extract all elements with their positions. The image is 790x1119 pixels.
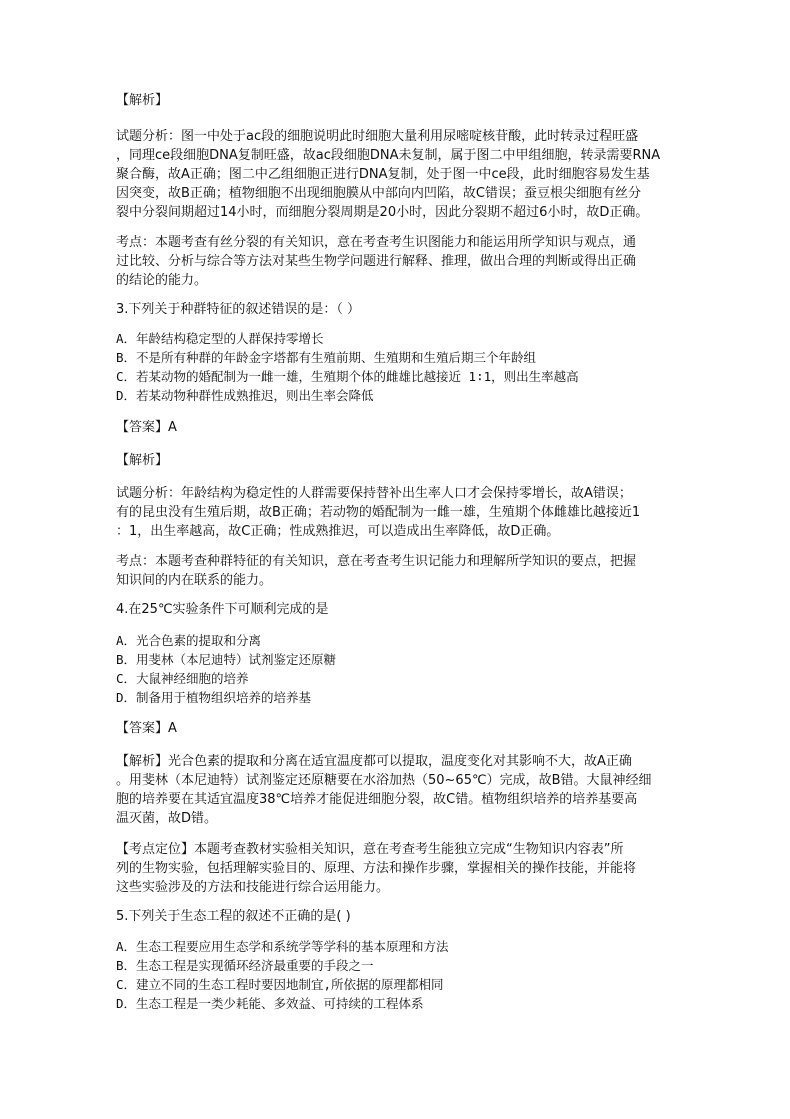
q2-kaodian-line: 的结论的能力。: [116, 273, 208, 288]
q5-question: 5.下列关于生态工程的叙述不正确的是( ): [116, 909, 351, 924]
q2-analysis-line: ，同理ce段细胞DNA复制旺盛，故ac段细胞DNA未复制，属于图二中甲组细胞，转录需要RNA: [116, 148, 661, 163]
q3-option: C．若某动物的婚配制为一雌一雄，生殖期个体的雌雄比越接近 1∶1，则出生率越高: [116, 369, 579, 384]
q3-analysis-line: 试题分析：年龄结构为稳定性的人群需要保持替补出生率人口才会保持零增长，故A错误；: [116, 486, 632, 501]
q2-kaodian-line: 考点：本题考查有丝分裂的有关知识，意在考查考生识图能力和能运用所学知识与观点，通: [116, 235, 637, 250]
q2-analysis-tag: 【解析】: [116, 93, 169, 108]
q4-analysis-line: 胞的培养要在其适宜温度38℃培养才能促进细胞分裂，故C错。植物组织培养的培养基要高: [116, 792, 638, 807]
q4-analysis-line: 温灭菌，故D错。: [116, 811, 218, 826]
q4-option: C．大鼠神经细胞的培养: [116, 671, 249, 686]
q4-analysis-line: 。用斐林（本尼迪特）试剂鉴定还原糖要在水浴加热（50~65℃）完成，故B错。大鼠神经细: [116, 773, 652, 788]
q4-answer: 【答案】A: [116, 721, 177, 736]
q3-option: D．若某动物种群性成熟推迟，则出生率会降低: [116, 388, 374, 403]
q5-option: C．建立不同的生态工程时要因地制宜,所依据的原理都相同: [116, 977, 444, 992]
q4-option: A．光合色素的提取和分离: [116, 633, 262, 648]
q5-option: D．生态工程是一类少耗能、多效益、可持续的工程体系: [116, 996, 424, 1011]
q4-kaodian-line: 这些实验涉及的方法和技能进行综合运用能力。: [116, 880, 390, 895]
q4-option: D．制备用于植物组织培养的培养基: [116, 690, 312, 705]
q3-analysis-line: 有的昆虫没有生殖后期，故B正确；若动物的婚配制为一雌一雄，生殖期个体雌雄比越接近1: [116, 505, 641, 520]
q3-option: B．不是所有种群的年龄金字塔都有生殖前期、生殖期和生殖后期三个年龄组: [116, 350, 537, 365]
q5-option: A．生态工程要应用生态学和系统学等学科的基本原理和方法: [116, 939, 449, 954]
q3-answer: 【答案】A: [116, 420, 177, 435]
q2-analysis-line: 试题分析：图一中处于ac段的细胞说明此时细胞大量利用尿嘧啶核苷酸，此时转录过程旺盛: [116, 129, 639, 144]
q3-kaodian-line: 考点：本题考查种群特征的有关知识，意在考查考生识记能力和理解所学知识的要点，把握: [116, 554, 637, 569]
q2-kaodian-line: 过比较、分析与综合等方法对某些生物学问题进行解释、推理，做出合理的判断或得出正确: [116, 254, 637, 269]
q4-analysis-line: 【解析】光合色素的提取和分离在适宜温度都可以提取，温度变化对其影响不大，故A正确: [116, 754, 632, 769]
q3-analysis-tag: 【解析】: [116, 453, 169, 468]
q5-option: B．生态工程是实现循环经济最重要的手段之一: [116, 958, 374, 973]
q4-question: 4.在25℃实验条件下可顺利完成的是: [116, 602, 329, 617]
q4-kaodian-line: 【考点定位】本题考查教材实验相关知识，意在考查考生能独立完成“生物知识内容表”所: [116, 842, 624, 857]
q3-question: 3.下列关于种群特征的叙述错误的是：（ ）: [116, 302, 361, 317]
q3-kaodian-line: 知识间的内在联系的能力。: [116, 573, 273, 588]
q2-analysis-line: 裂中分裂间期超过14小时，而细胞分裂周期是20小时，因此分裂期不超过6小时，故D正确。: [116, 205, 649, 220]
q2-analysis-line: 因突变，故B正确；植物细胞不出现细胞膜从中部向内凹陷，故C错误；蚕豆根尖细胞有丝分: [116, 186, 641, 201]
q4-option: B．用斐林（本尼迪特）试剂鉴定还原糖: [116, 652, 337, 667]
q2-analysis-line: 聚合酶，故A正确；图二中乙组细胞正进行DNA复制，处于图一中ce段，此时细胞容易发生基: [116, 167, 650, 182]
q4-kaodian-line: 列的生物实验，包括理解实验目的、原理、方法和操作步骤，掌握相关的操作技能，并能将: [116, 861, 637, 876]
q3-option: A．年龄结构稳定型的人群保持零增长: [116, 331, 324, 346]
q3-analysis-line: ：1，出生率越高，故C正确；性成熟推迟，可以造成出生率降低，故D正确。: [116, 524, 560, 539]
